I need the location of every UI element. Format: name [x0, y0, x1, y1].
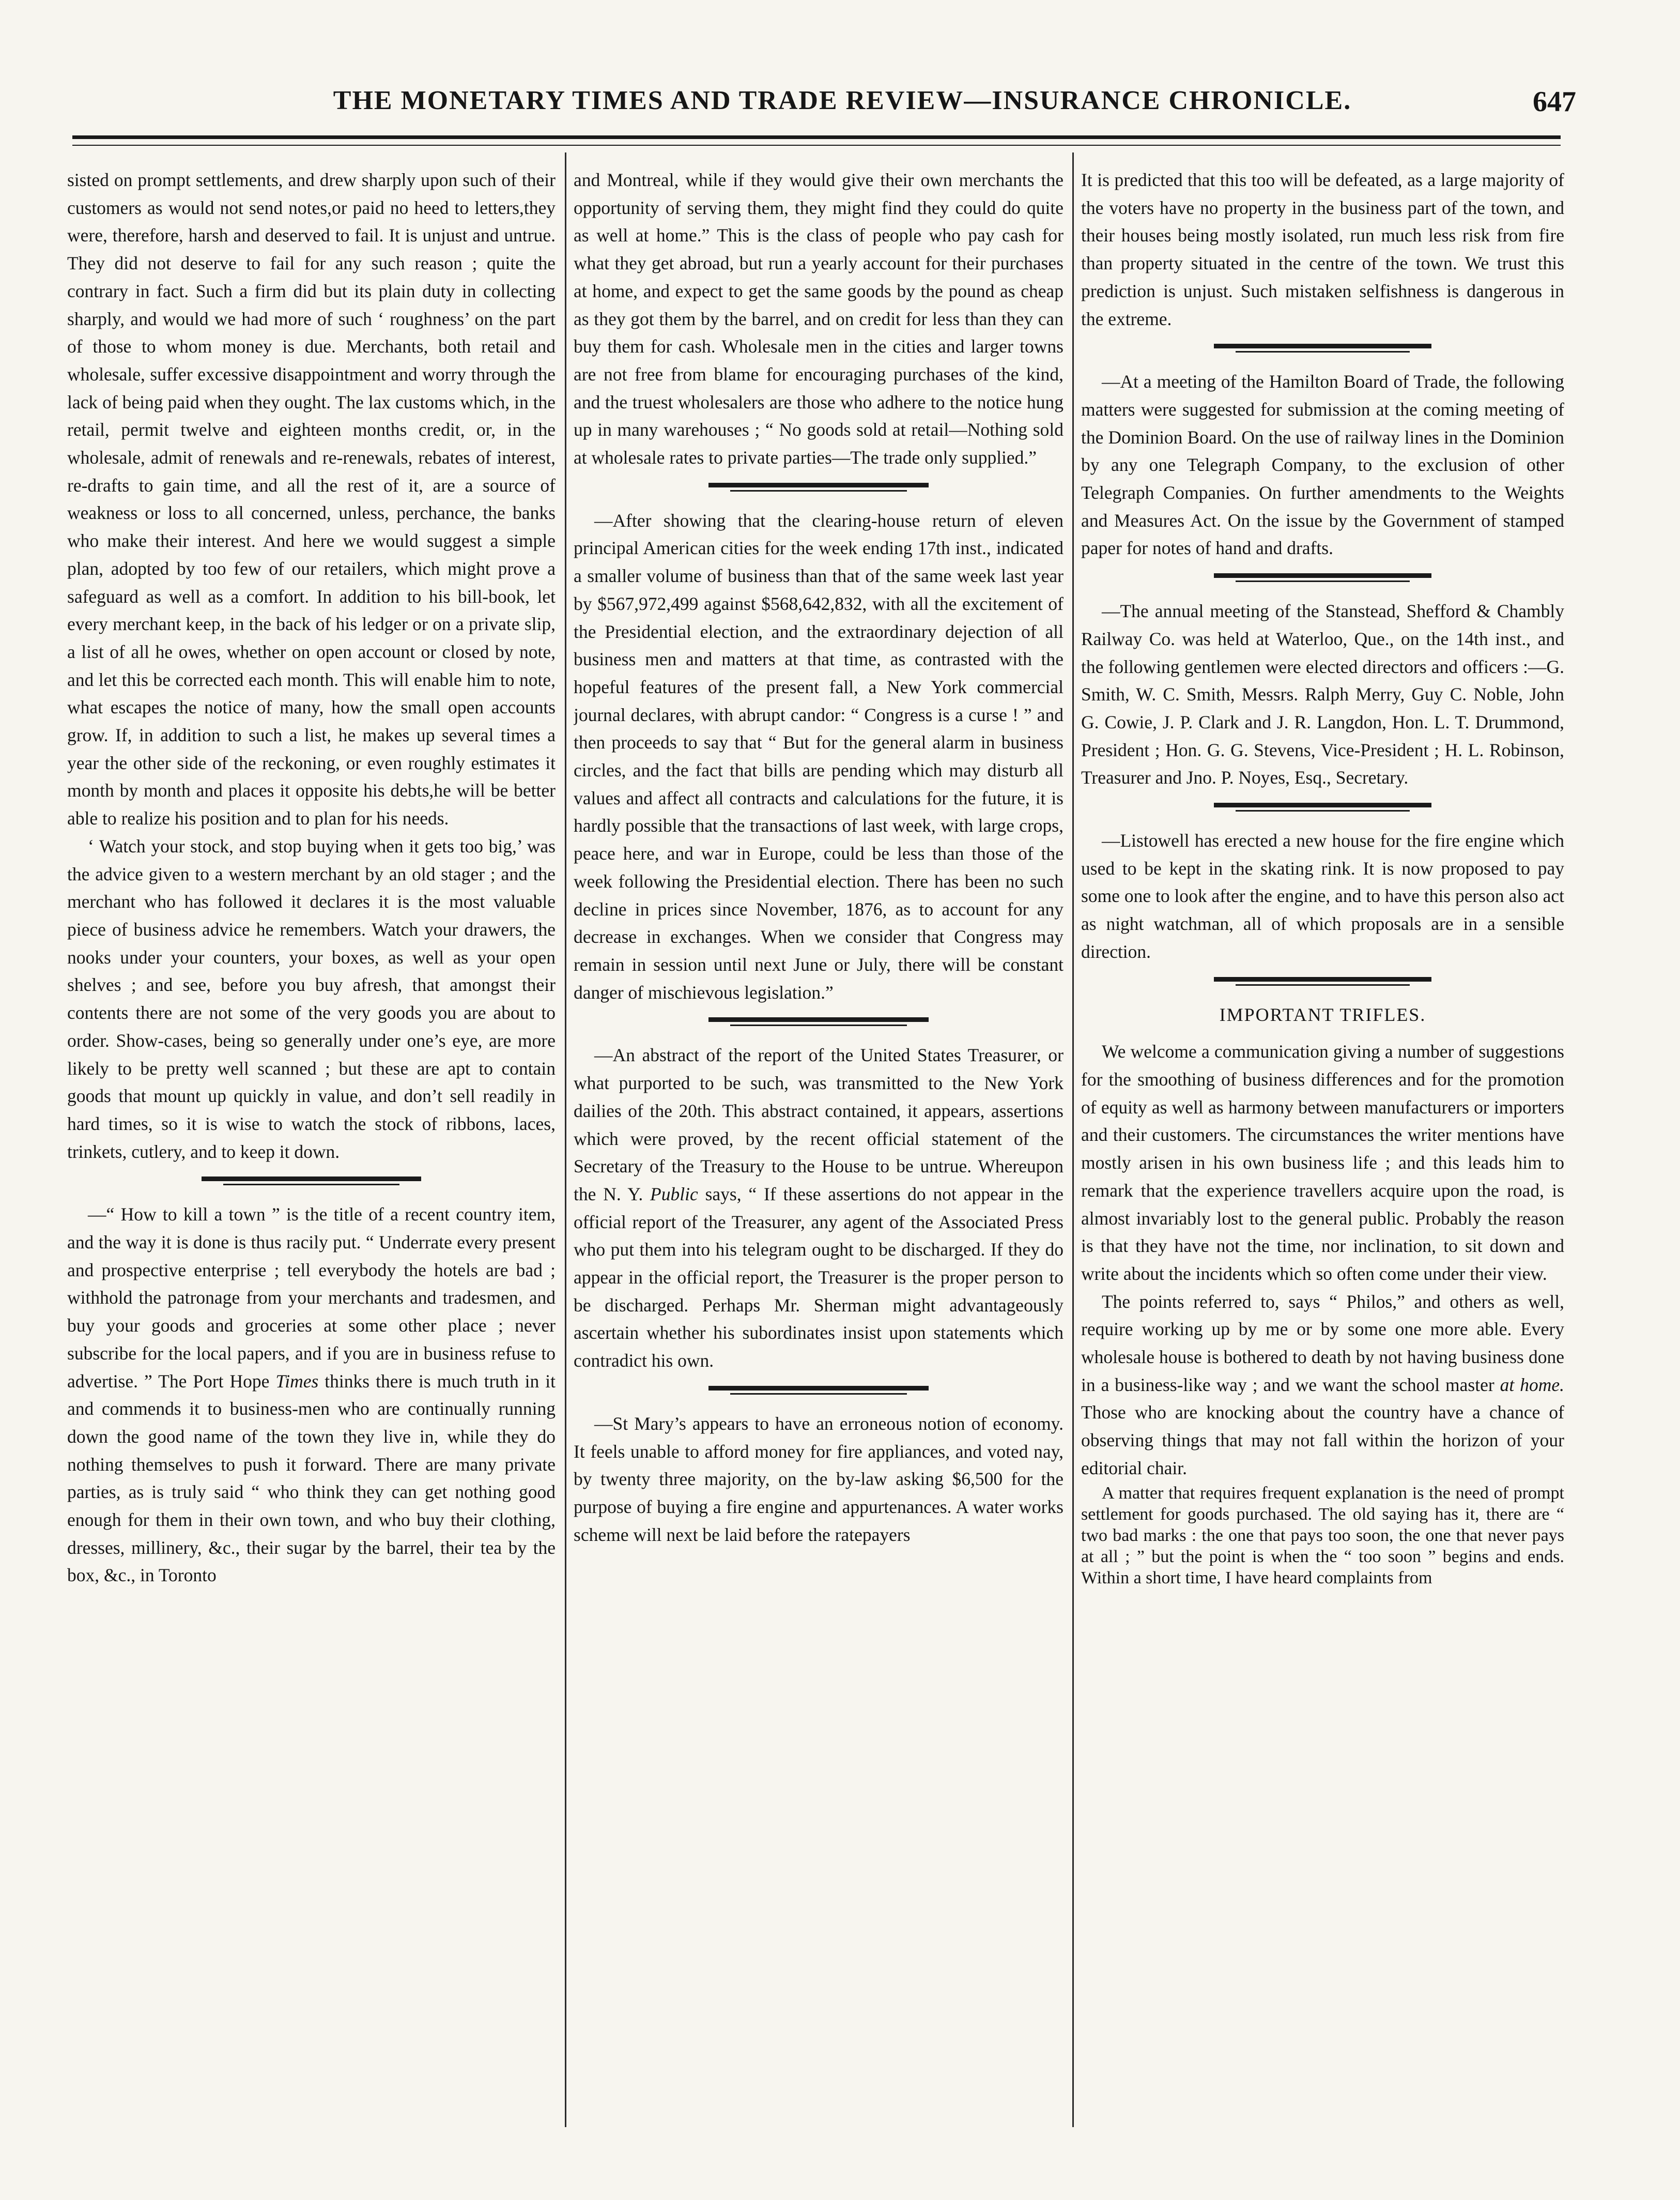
- publication-title: THE MONETARY TIMES AND TRADE REVIEW—INSURANCE CHRONICLE.: [333, 86, 1352, 115]
- section-separator: [1214, 975, 1431, 987]
- article-paragraph: —At a meeting of the Hamilton Board of Trade, the following matters were suggested for submission at the coming meeting of the Dominion Board. On the use of railway lines in the Dominion by any one Telegraph Company, to the exclusion of other Telegraph Companies. On further amendments to the Weights and Measures Act. On the issue by the Government of stamped paper for notes of hand and drafts.: [1081, 371, 1564, 559]
- section-separator: [708, 481, 929, 493]
- article-paragraph: —After showing that the clearing-house return of eleven principal American cities for the week ending 17th inst., indicated a smaller volume of business than that of the same week last year by $567,972,499 against $568,642,832, with all the excitement of the Presidential election, and the extraordinary dejection of all business men and matters at that time, as contrasted with the hopeful features of the present fall, a New York commercial journal declares, with abrupt candor: “ Congress is a curse ! ” and then proceeds to say that “ But for the general alarm in business circles, and the fact that bills are pending which may disturb all values and affect all contracts and calculations for the future, it is hardly possible that the transactions of last week, with large crops, peace here, and war in Europe, could be less than those of the week following the Presidential election. There has been no such decline in prices since November, 1876, as to account for any decrease in exchanges. When we consider that Congress may remain in session until next June or July, there will be constant danger of mischievous legislation.”: [574, 510, 1064, 1003]
- article-paragraph: A matter that requires frequent explanation is the need of prompt settlement for goods purchased. The old saying has it, there are “ two bad marks : the one that pays too soon, the one that never pays at all ; ” but the point is when the “ too soon ” begins and ends. Within a short time, I have heard complaints from: [1081, 1483, 1564, 1587]
- section-separator: [708, 1016, 929, 1027]
- article-paragraph: It is predicted that this too will be defeated, as a large majority of the voters have no property in the business part of the town, and their houses being mostly isolated, run much less risk from fire than property situated in the centre of the town. We trust this prediction is unjust. Such mistaken selfishness is dangerous in the extreme.: [1081, 170, 1564, 329]
- column-2: [574, 166, 1064, 2131]
- header-rule: [72, 135, 1561, 139]
- section-separator: [1214, 801, 1431, 813]
- column-1: [67, 166, 556, 2131]
- article-paragraph: —The annual meeting of the Stanstead, Shefford & Chambly Railway Co. was held at Waterloo, Que., on the 14th inst., and the following gentlemen were elected directors and officers :—G. Smith, W. C. Smith, Messrs. Ralph Merry, Guy C. Noble, John G. Cowie, J. P. Clark and J. R. Langdon, Hon. L. T. Drummond, President ; Hon. G. G. Stevens, Vice-President ; H. L. Robinson, Treasurer and Jno. P. Noyes, Esq., Secretary.: [1081, 601, 1564, 788]
- article-paragraph: and Montreal, while if they would give their own merchants the opportunity of serving them, they might find they could do quite as well at home.” This is the class of people who pay cash for what they get abroad, but run a yearly account for their purchases at home, and expect to get the same goods by the pound as cheap as they got them by the barrel, and on credit for less than they can buy them for cash. Wholesale men in the cities and larger towns are not free from blame for encouraging purchases of the kind, and the truest wholesalers are those who adhere to the notice hung up in many warehouses ; “ No goods sold at retail—Nothing sold at wholesale rates to private parties—The trade only supplied.”: [574, 170, 1064, 468]
- page-number: 647: [1533, 86, 1576, 118]
- header-rule-thin: [72, 145, 1561, 146]
- column-3: [1081, 166, 1564, 2131]
- page-header: [67, 85, 1576, 121]
- section-separator: [202, 1175, 421, 1186]
- article-paragraph: —An abstract of the report of the United States Treasurer, or what purported to be such, was transmitted to the New York dailies of the 20th. This abstract contained, it appears, assertions which were proved, by the recent official statement of the Secretary of the Treasury to the House to be untrue. Whereupon the N. Y. Public says, “ If these assertions do not appear in the official report of the Treasurer, any agent of the Associated Press who put them into his telegram ought to be discharged. If they do appear in the official report, the Treasurer is the proper person to be discharged. Perhaps Mr. Sherman might advantageously ascertain whether his subordinates insist upon statements which contradict his own.: [574, 1045, 1064, 1371]
- section-separator: [1214, 572, 1431, 583]
- article-paragraph: —St Mary’s appears to have an erroneous notion of economy. It feels unable to afford money for fire appliances, and voted nay, by twenty three majority, on the by-law asking $6,500 for the purpose of buying a fire engine and appurtenances. A water works scheme will next be laid before the ratepayers: [574, 1413, 1064, 1545]
- column-divider: [1072, 152, 1074, 2127]
- article-paragraph: sisted on prompt settlements, and drew sharply upon such of their customers as would not send notes,or paid no heed to letters,they were, therefore, harsh and deserved to fail. It is unjust and untrue. They did not deserve to fail for any such reason ; quite the contrary in fact. Such a firm did but its plain duty in collecting sharply, and would we had more of such ‘ roughness’ on the part of those to whom money is due. Merchants, both retail and wholesale, suffer excessive disappointment and worry through the lack of being paid when they ought. The lax customs which, in the retail, permit twelve and eighteen months credit, or, in the wholesale, admit of renewals and re-renewals, rebates of interest, re-drafts to gain time, and all the rest of it, are a source of weakness or loss to all concerned, unless, perchance, the banks who make their interest. And here we would suggest a simple plan, adopted by too few of our retailers, which might prove a safeguard as well as a comfort. In addition to his bill-book, let every merchant keep, in the back of his ledger or on a private slip, a list of all he owes, whether on open account or closed by note, and let this be corrected each month. This will enable him to note, what escapes the notice of many, how the small open accounts grow. If, in addition to such a list, he makes up several times a year the other side of the reckoning, or even roughly estimates it month by month and places it opposite his debts,he will be better able to realize his position and to plan for his needs.: [67, 170, 556, 829]
- article-paragraph: ‘ Watch your stock, and stop buying when it gets too big,’ was the advice given to a western merchant by an old stager ; and the merchant who has followed it declares it is the most valuable piece of business advice he remembers. Watch your drawers, the nooks under your counters, your boxes, as well as your open shelves ; and see, before you buy afresh, that amongst their contents there are not some of the very goods you are about to order. Show-cases, being so generally under one’s eye, are more likely to be pretty well scanned ; but these are apt to contain goods that mount up quickly in value, and don’t sell readily in hard times, so it is wise to watch the stock of ribbons, laces, trinkets, cutlery, and to keep it down.: [67, 835, 556, 1162]
- article-paragraph: We welcome a communication giving a number of suggestions for the smoothing of business differences and for the promotion of equity as well as harmony between manufacturers or importers and their customers. The circumstances the writer mentions have mostly arisen in his own business life ; and this leads him to remark that the experience travellers acquire upon the road, is almost invariably lost to the general public. Probably the reason is that they have not the time, nor inclination, to sit down and write about the incidents which so often come under their view.: [1081, 1041, 1564, 1284]
- section-separator: [1214, 342, 1431, 354]
- section-heading: IMPORTANT TRIFLES.: [1219, 1004, 1426, 1025]
- article-paragraph: —Listowell has erected a new house for the fire engine which used to be kept in the skating rink. It is now proposed to pay some one to look after the engine, and to have this person also act as night watchman, all of which proposals are in a sensible direction.: [1081, 830, 1564, 962]
- article-paragraph: —“ How to kill a town ” is the title of a recent country item, and the way it is done is thus racily put. “ Underrate every present and prospective enterprise ; tell everybody the hotels are bad ; withhold the patronage from your merchants and tradesmen, and buy your goods and groceries at some other place ; never subscribe for the local papers, and if you are in business refuse to advertise. ” The Port Hope Times thinks there is much truth in it and commends it to business-men who are continually running down the good name of the town they live in, while they do nothing themselves to push it forward. There are many private parties, as is truly said “ who think they can get nothing good enough for them in their own town, and who buy their clothing, dresses, millinery, &c., their sugar by the barrel, their tea by the box, &c., in Toronto: [67, 1204, 556, 1586]
- article-paragraph: The points referred to, says “ Philos,” and others as well, require working up by me or by some one more able. Every wholesale house is bothered to death by not having business done in a business-like way ; and we want the school master at home. Those who are knocking about the country have a chance of observing things that may not fall within the horizon of your editorial chair.: [1081, 1291, 1564, 1478]
- column-divider: [565, 152, 566, 2127]
- section-separator: [708, 1384, 929, 1396]
